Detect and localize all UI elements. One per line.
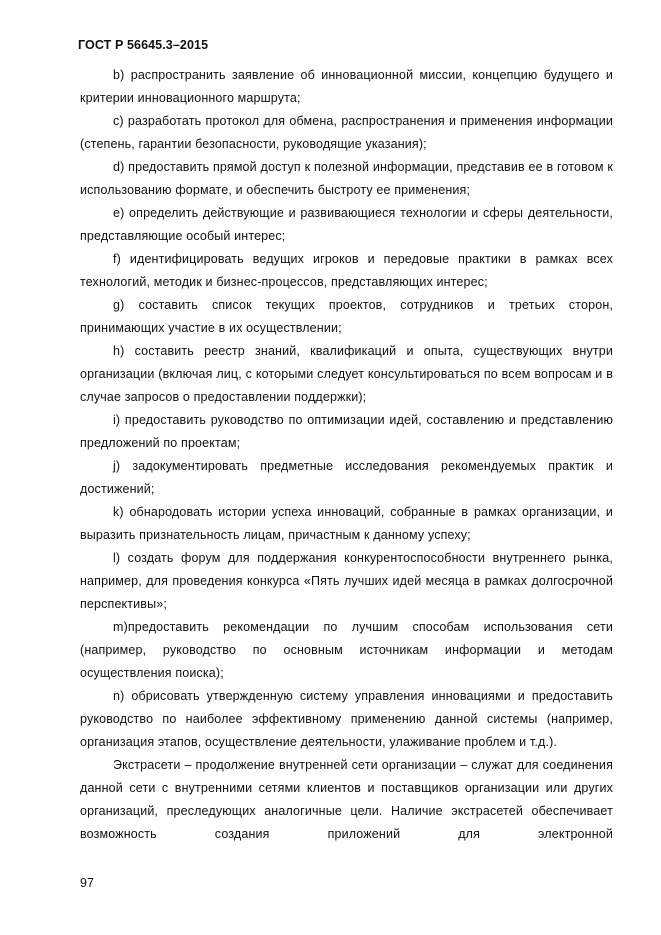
document-body xyxy=(80,64,613,846)
list-item-m: m)предоставить рекомендации по лучшим способам использования сети (например, руководство по основным источникам информации и методам осуществления поиска); xyxy=(80,620,613,680)
list-item-i: i) предоставить руководство по оптимизации идей, составлению и представлению предложений по проектам; xyxy=(80,413,613,450)
list-item-g: g) составить список текущих проектов, сотрудников и третьих сторон, принимающих участие в их осуществлении; xyxy=(80,298,613,335)
page-number: 97 xyxy=(80,876,94,890)
list-item-j: j) задокументировать предметные исследования рекомендуемых практик и достижений; xyxy=(80,459,613,496)
list-item-l: l) создать форум для поддержания конкурентоспособности внутреннего рынка, например, для проведения конкурса «Пять лучших идей месяца в рамках долгосрочной перспективы»; xyxy=(80,551,613,611)
list-item-e: e) определить действующие и развивающиеся технологии и сферы деятельности, представляющие особый интерес; xyxy=(80,206,613,243)
list-item-n: n) обрисовать утвержденную систему управления инновациями и предоставить руководство по наиболее эффективному применению данной системы (например, организация этапов, осуществление деятельности, улаживание проблем и т.д.). xyxy=(80,689,613,749)
document-header: ГОСТ Р 56645.3–2015 xyxy=(78,38,209,52)
list-item-f: f) идентифицировать ведущих игроков и передовые практики в рамках всех технологий, методик и бизнес-процессов, представляющих интерес; xyxy=(80,252,613,289)
list-item-b: b) распространить заявление об инновационной миссии, концепцию будущего и критерии инновационного маршрута; xyxy=(80,68,613,105)
list-item-k: k) обнародовать истории успеха инноваций, собранные в рамках организации, и выразить признательность лицам, причастным к данному успеху; xyxy=(80,505,613,542)
extranet-paragraph: Экстрасети – продолжение внутренней сети организации – служат для соединения данной сети с внутренними сетями клиентов и поставщиков организации или других организаций, преследующих аналогичные цели. Наличие экстрасетей обеспечивает возможность создания приложений для электронной xyxy=(80,758,613,841)
list-item-d: d) предоставить прямой доступ к полезной информации, представив ее в готовом к использованию формате, и обеспечить быстроту ее применения; xyxy=(80,160,613,197)
list-item-h: h) составить реестр знаний, квалификаций и опыта, существующих внутри организации (включая лиц, с которыми следует консультироваться по всем вопросам и в случае запросов о предоставлении поддержки); xyxy=(80,344,613,404)
list-item-c: c) разработать протокол для обмена, распространения и применения информации (степень, гарантии безопасности, руководящие указания); xyxy=(80,114,613,151)
